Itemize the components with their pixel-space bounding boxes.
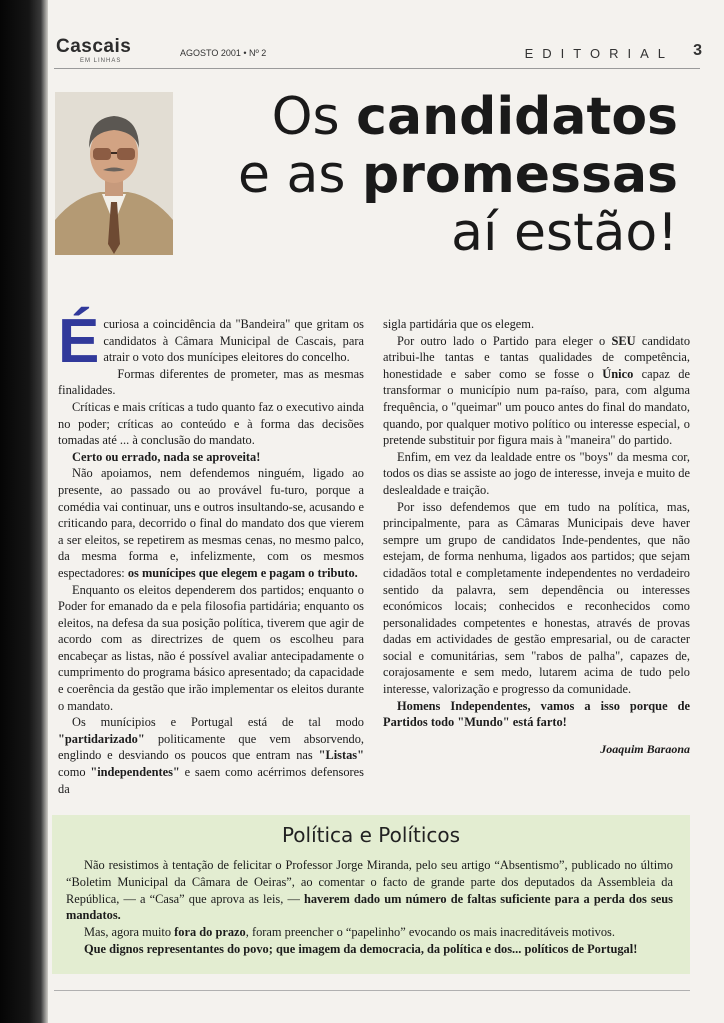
paragraph: Críticas e mais críticas a tudo quanto faz o executivo ainda no poder; críticas ao conteúdo e à forma das decisões tomadas até ... à conclusão do mandato. bbox=[58, 399, 364, 448]
headline-bold-text: candidatos bbox=[356, 87, 678, 147]
paragraph-text: capaz de transformar o município num pa-raíso, para, com alguma frequência, o "queimar" um pouco antes do final do mandato, quando, por qualquer motivo político ou interesse especial, o pretende substituir por figura mais à "maneira" do partido. bbox=[383, 366, 690, 448]
paragraph-bold-text: "Listas" bbox=[318, 748, 364, 763]
paragraph: Enquanto os eleitos dependerem dos partidos; enquanto o Poder for emanado da e pela filosofia partidária; enquanto os eleitos, na defesa da sua posição política, tiverem que agir de acordo com as directrizes de quem os escolheu para encabeçar as listas, não é possível avaliar antecipadamente o cumprimento do programa básico apresentado; da capacidade e coerência da gestão que irão implementar os eleitos durante o mandato. bbox=[58, 582, 364, 713]
paragraph-bold-text: fora do prazo bbox=[174, 925, 246, 940]
paragraph-bold-text: SEU bbox=[611, 333, 636, 348]
headline-text: Os bbox=[271, 87, 357, 147]
paragraph-text: Não resistimos à tentação de felicitar o Professor Jorge Miranda, pelo seu artigo “Absentismo”, publicado no último “Boletim Municipal da Câmara de Oeiras”, ao comentar o facto de grande parte dos deputados da Assembleia da República, — a “Casa” que aprova as leis, — bbox=[66, 858, 673, 906]
headline-bold-text: promessas bbox=[362, 145, 678, 205]
paragraph-text: candidato atribui-lhe tantas e tantas qualidades de competência, honestidade e saber como se fosse o bbox=[383, 333, 691, 381]
paragraph-text: politicamente que vem absorvendo, englindo e desviando os poucos que entram nas bbox=[58, 731, 364, 763]
paragraph-text: Não apoiamos, nem defendemos ninguém, ligado ao presente, ao passado ou ao provável fu-turo, porque a comédia vai continuar, uns e outros insultando-se, acusando e criticando para, decorrido o final do mandato dos que vierem a ser eleitos, se repetirem as mesmas cenas, no mesmo palco, da mesma forma e, infelizmente, com os mesmos espectadores: bbox=[58, 466, 364, 580]
header-rule bbox=[54, 68, 700, 69]
page-number: 3 bbox=[693, 42, 702, 59]
paragraph-bold-text: "partidarizado" bbox=[58, 731, 145, 746]
paragraph: Formas diferentes de prometer, mas as mesmas finalidades. bbox=[58, 366, 364, 398]
article-column-left bbox=[58, 307, 364, 797]
paragraph-bold-text: Único bbox=[602, 366, 634, 381]
article-headline bbox=[200, 88, 678, 262]
paragraph bbox=[383, 333, 690, 449]
sidebar-box-body bbox=[66, 857, 673, 958]
binding-spine bbox=[0, 0, 48, 1023]
paragraph-text: Por outro lado o Partido para eleger o bbox=[397, 333, 612, 348]
drop-cap: É bbox=[58, 307, 100, 376]
paragraph bbox=[66, 857, 673, 924]
author-signature: Joaquim Baraona bbox=[600, 741, 690, 756]
sidebar-box bbox=[52, 815, 690, 974]
paragraph: Por isso defendemos que em tudo na política, mas, principalmente, para as Câmaras Municipais deve haver sempre um grupo de candidatos Inde-pendentes, que não estejam, de forma nenhuma, ligados aos partidos; que sejam cidadãos total e completamente independentes no verdadeiro sentido da palavra, sem dependência ou interesses económicos locais; conhecidos e reconhecidos como personalidades competentes e honestas, através de provas dadas em actividades de gestão empresarial, ou de caracter social e comunitárias, sem "rabos de palha", capazes de, corajosamente e sem medo, lutarem acima de tudo pelo interesse, valorização e progresso da comunidade. bbox=[383, 499, 690, 697]
headline-line-3: aí estão! bbox=[451, 203, 678, 263]
page-header bbox=[52, 36, 704, 66]
section-title: EDITORIAL bbox=[524, 46, 674, 61]
paragraph-text: Os munícipios e Portugal está de tal modo bbox=[72, 715, 364, 730]
paragraph bbox=[66, 941, 673, 958]
paragraph-text: , foram preencher o “papelinho” evocando os mais inacreditáveis motivos. bbox=[245, 925, 615, 940]
paragraph bbox=[58, 714, 364, 797]
headline-text: e as bbox=[237, 145, 362, 205]
headline-line-2 bbox=[200, 146, 678, 204]
paragraph bbox=[66, 924, 673, 941]
paragraph-text: Mas, agora muito bbox=[84, 925, 175, 940]
portrait-image bbox=[55, 92, 173, 255]
article-column-right bbox=[383, 316, 690, 757]
magazine-logo: Cascais bbox=[56, 36, 132, 57]
paragraph-text: e saem como acérrimos defensores da bbox=[58, 765, 364, 796]
paragraph-text: curiosa a coincidência da "Bandeira" que gritam os candidatos à Câmara Municipal de Cascais, para atrair o voto dos munícipes eleitores do concelho. bbox=[103, 317, 364, 365]
paragraph: Enfim, em vez da lealdade entre os "boys" da mesma cor, todos os dias se assiste ao jogo de interesse, inveja e muito de deslealdade e traição. bbox=[383, 449, 690, 497]
paragraph bbox=[383, 698, 690, 731]
paragraph-bold-text: Certo ou errado, nada se aproveita! bbox=[72, 449, 261, 464]
headline-line-1 bbox=[200, 88, 678, 146]
paragraph bbox=[58, 449, 364, 466]
sidebar-box-title: Política e Políticos bbox=[281, 823, 461, 847]
paragraph-bold-text: Que dignos representantes do povo; que imagem da democracia, da política e dos... políticos de Portugal! bbox=[84, 941, 638, 956]
paragraph-text: como bbox=[58, 765, 91, 780]
paragraph-bold-text: "independentes" bbox=[90, 765, 180, 780]
paragraph-bold-text: haverem dado um número de faltas suficiente para a perda dos seus mandatos. bbox=[66, 891, 673, 923]
paragraph bbox=[58, 307, 364, 376]
paragraph: sigla partidária que os elegem. bbox=[383, 317, 535, 331]
footer-rule bbox=[54, 990, 690, 991]
issue-date: AGOSTO 2001 • Nº 2 bbox=[180, 48, 267, 58]
author-photo bbox=[55, 92, 173, 255]
magazine-logo-subtitle: EM LINHAS bbox=[80, 58, 122, 64]
paragraph bbox=[58, 465, 364, 581]
paragraph-bold-text: os munícipes que elegem e pagam o tributo. bbox=[127, 565, 358, 580]
paragraph-bold-text: Homens Independentes, vamos a isso porque de Partidos todo "Mundo" está farto! bbox=[383, 698, 690, 730]
